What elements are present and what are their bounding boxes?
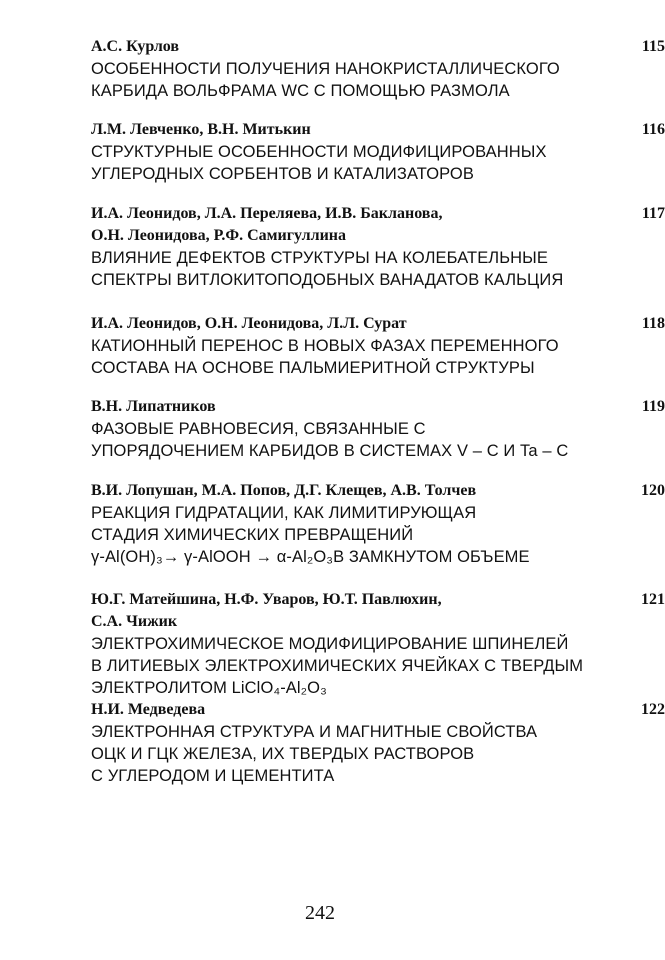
entry-authors: Л.М. Левченко, В.Н. Митькин [91, 121, 311, 138]
entry-authors: О.Н. Леонидова, Р.Ф. Самигуллина [91, 227, 347, 244]
entry-title-line: ЭЛЕКТРОХИМИЧЕСКОЕ МОДИФИЦИРОВАНИЕ ШПИНЕЛЕЙ [91, 635, 569, 653]
entry-title-line: В ЛИТИЕВЫХ ЭЛЕКТРОХИМИЧЕСКИХ ЯЧЕЙКАХ С ТВЕРДЫМ [91, 657, 584, 675]
toc-entry [91, 699, 665, 787]
entry-authors: И.А. Леонидов, О.Н. Леонидова, Л.Л. Сурат [91, 315, 407, 332]
entry-page-number: 120 [641, 482, 665, 499]
entry-authors: А.С. Курлов [91, 38, 180, 55]
entry-title-line: ЭЛЕКТРОЛИТОМ LiClO₄-Al₂O₃ [91, 679, 327, 697]
entry-title-line: УПОРЯДОЧЕНИЕМ КАРБИДОВ В СИСТЕМАХ V – C И Ta – C [91, 442, 569, 460]
entry-authors: И.А. Леонидов, Л.А. Переляева, И.В. Бакланова, [91, 205, 443, 222]
entry-authors: В.И. Лопушан, М.А. Попов, Д.Г. Клещев, А.В. Толчев [91, 482, 477, 499]
toc-entry [91, 119, 665, 185]
entry-title-line: ФАЗОВЫЕ РАВНОВЕСИЯ, СВЯЗАННЫЕ С [91, 420, 426, 438]
toc-entry [91, 480, 665, 568]
entry-title-line: γ-Al(OH)₃→ γ-AlOOH → α-Al₂O₃В ЗАМКНУТОМ ОБЪЕМЕ [91, 548, 530, 566]
toc-entry [91, 589, 665, 699]
page-number: 242 [305, 902, 335, 924]
entry-title-line: УГЛЕРОДНЫХ СОРБЕНТОВ И КАТАЛИЗАТОРОВ [91, 165, 474, 183]
entry-authors: Ю.Г. Матейшина, Н.Ф. Уваров, Ю.Т. Павлюхин, [91, 591, 442, 608]
entry-page-number: 119 [641, 398, 665, 415]
entry-page-number: 122 [641, 701, 665, 718]
entry-page-number: 115 [641, 38, 665, 55]
entry-title-line: КАТИОННЫЙ ПЕРЕНОС В НОВЫХ ФАЗАХ ПЕРЕМЕННОГО [91, 337, 559, 355]
toc-entry [91, 313, 665, 379]
toc-entry [91, 396, 665, 462]
toc-entry [91, 36, 665, 102]
entry-title-line: ВЛИЯНИЕ ДЕФЕКТОВ СТРУКТУРЫ НА КОЛЕБАТЕЛЬНЫЕ [91, 249, 548, 267]
entry-authors: С.А. Чижик [91, 613, 178, 630]
entry-page-number: 117 [641, 205, 665, 222]
entry-page-number: 116 [641, 121, 665, 138]
entry-authors: В.Н. Липатников [91, 398, 216, 415]
entry-page-number: 121 [641, 591, 665, 608]
entry-title-line: СТРУКТУРНЫЕ ОСОБЕННОСТИ МОДИФИЦИРОВАННЫХ [91, 143, 547, 161]
entry-title-line: КАРБИДА ВОЛЬФРАМА WC С ПОМОЩЬЮ РАЗМОЛА [91, 82, 510, 100]
entry-title-line: РЕАКЦИЯ ГИДРАТАЦИИ, КАК ЛИМИТИРУЮЩАЯ [91, 504, 477, 522]
entry-title-line: ОСОБЕННОСТИ ПОЛУЧЕНИЯ НАНОКРИСТАЛЛИЧЕСКОГО [91, 60, 560, 78]
entry-title-line: С УГЛЕРОДОМ И ЦЕМЕНТИТА [91, 767, 335, 785]
toc-entry [91, 203, 665, 291]
entry-title-line: СТАДИЯ ХИМИЧЕСКИХ ПРЕВРАЩЕНИЙ [91, 526, 414, 544]
entry-authors: Н.И. Медведева [91, 701, 206, 718]
entry-title-line: СОСТАВА НА ОСНОВЕ ПАЛЬМИЕРИТНОЙ СТРУКТУРЫ [91, 359, 535, 377]
entry-title-line: СПЕКТРЫ ВИТЛОКИТОПОДОБНЫХ ВАНАДАТОВ КАЛЬЦИЯ [91, 271, 564, 289]
entry-title-line: ЭЛЕКТРОННАЯ СТРУКТУРА И МАГНИТНЫЕ СВОЙСТВА [91, 723, 538, 741]
entry-title-line: ОЦК И ГЦК ЖЕЛЕЗА, ИХ ТВЕРДЫХ РАСТВОРОВ [91, 745, 475, 763]
entry-page-number: 118 [641, 315, 665, 332]
